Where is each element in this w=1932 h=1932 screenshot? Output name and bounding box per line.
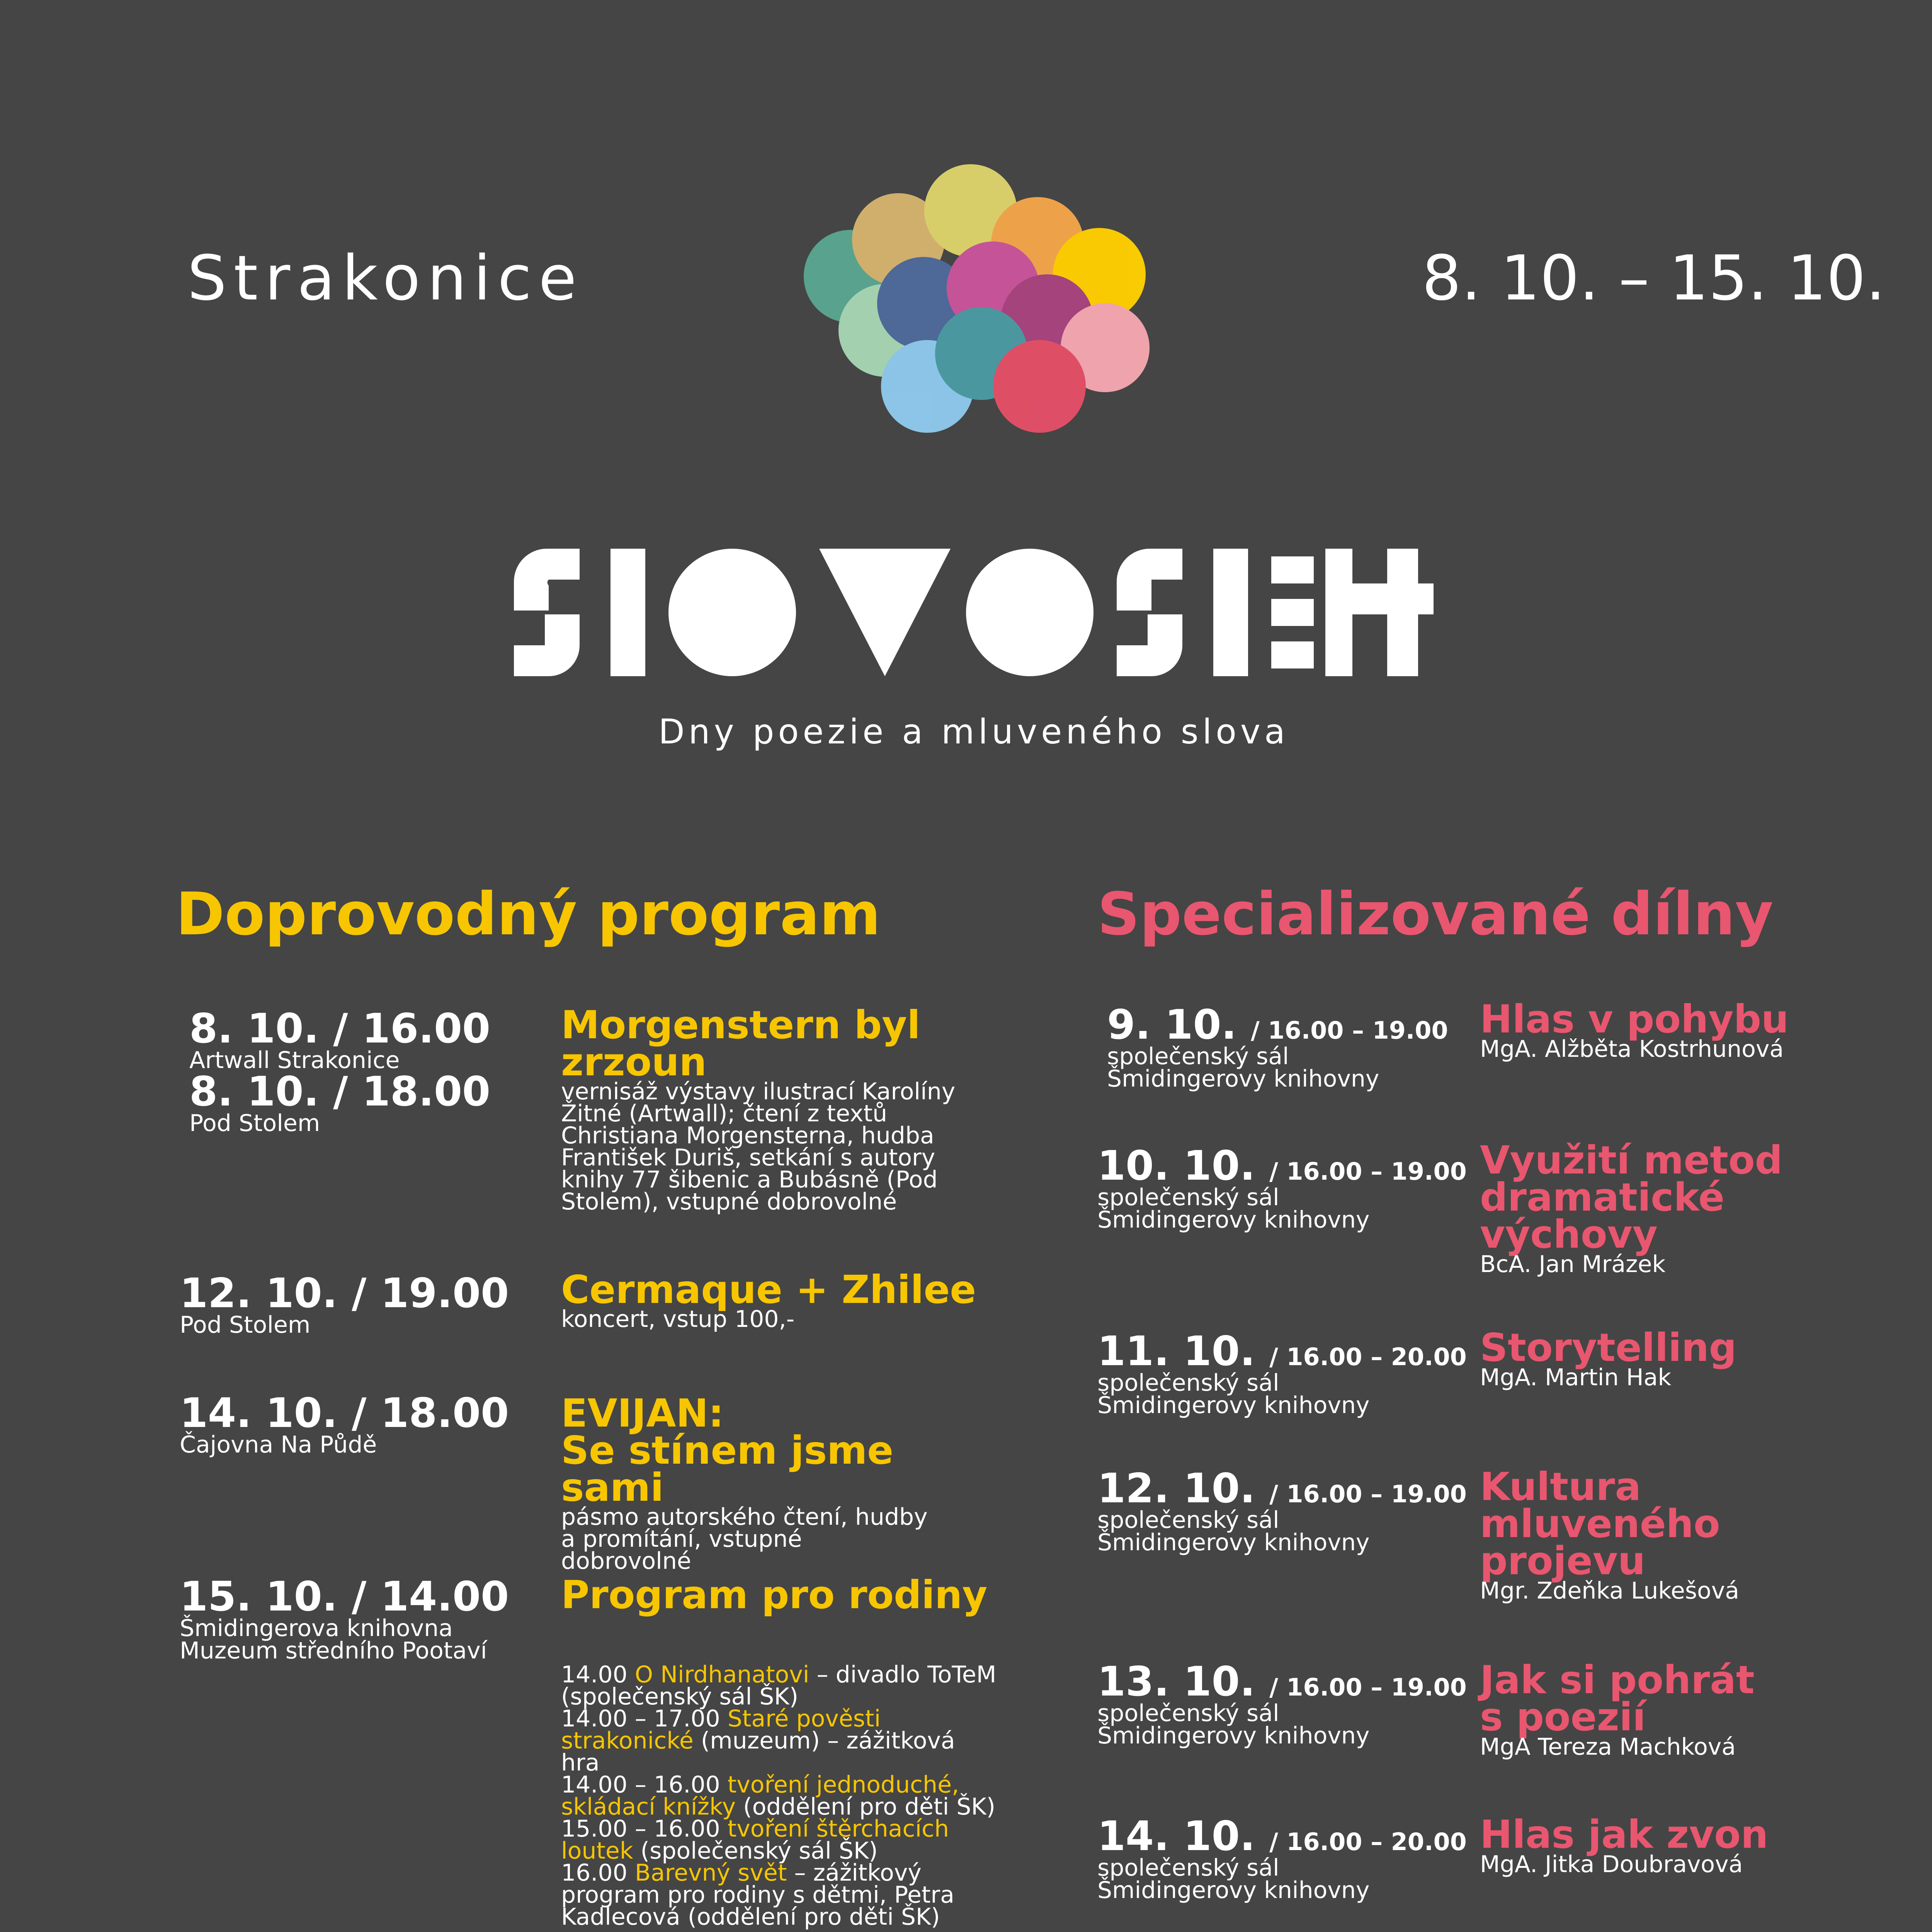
event-description: koncert, vstup 100,- — [561, 1306, 795, 1333]
workshop-title: Kultura mluveného projevu — [1480, 1464, 1720, 1583]
workshop-4-info — [1480, 1464, 1924, 1604]
event-title: EVIJAN: Se stínem jsme sami — [561, 1391, 894, 1510]
workshop-date: 11. 10. / 16.00 – 20.00 — [1097, 1328, 1467, 1375]
list-item: 14.00 – 16.00 tvoření jednoduché, skládací knížky (oddělení pro děti ŠK) — [561, 1771, 996, 1820]
workshop-date: 10. 10. / 16.00 – 19.00 — [1097, 1142, 1467, 1189]
event-2-info — [561, 1267, 998, 1333]
event-4-info — [561, 1572, 998, 1930]
workshop-lector: MgA. Martin Hak — [1480, 1364, 1672, 1391]
workshop-lector: MgA Tereza Machková — [1480, 1733, 1736, 1760]
workshop-title: Hlas jak zvon — [1480, 1812, 1769, 1857]
workshop-title: Jak si pohrát s poezií — [1480, 1657, 1755, 1740]
workshop-lector: MgA. Jitka Doubravová — [1480, 1851, 1743, 1878]
workshop-4-schedule: 12. 10. / 16.00 – 19.00 společenský sál Šmidingerovy knihovny — [1097, 1465, 1467, 1556]
event-1-info — [561, 1002, 998, 1215]
event-description: pásmo autorského čtení, hudby a promítání, vstupné dobrovolné — [561, 1503, 928, 1575]
logo-dots-icon — [784, 158, 1171, 452]
tagline: Dny poezie a mluveného slova — [658, 712, 1289, 752]
workshop-date: 14. 10. / 16.00 – 20.00 — [1097, 1813, 1467, 1860]
event-date: 14. 10. / 18.00 — [180, 1389, 509, 1437]
event-1-schedule — [189, 1005, 491, 1137]
workshop-1-info — [1480, 997, 1924, 1063]
workshop-5-schedule: 13. 10. / 16.00 – 19.00 společenský sál Šmidingerovy knihovny — [1097, 1658, 1467, 1749]
workshop-2-info — [1480, 1138, 1924, 1278]
event-2-schedule — [180, 1270, 509, 1338]
section-heading-workshops: Specializované dílny — [1097, 880, 1774, 948]
event-date: 15. 10. / 14.00 — [180, 1573, 509, 1620]
list-item: 14.00 – 17.00 Staré pověsti strakonické (muzeum) – zážitková hra — [561, 1705, 955, 1776]
event-venue: Čajovna Na Půdě — [180, 1431, 377, 1458]
workshop-title: Storytelling — [1480, 1325, 1737, 1370]
family-program-list — [561, 1661, 998, 1930]
list-item: 16.00 Barevný svět – zážitkový program pro rodiny s dětmi, Petra Kadlecová (oddělení pro děti ŠK) — [561, 1859, 954, 1930]
event-date: 8. 10. / 18.00 — [189, 1068, 491, 1115]
workshop-5-info — [1480, 1657, 1924, 1760]
event-venue: Šmidingerova knihovna — [180, 1615, 453, 1642]
event-4-schedule — [180, 1573, 509, 1664]
workshop-2-schedule: 10. 10. / 16.00 – 19.00 společenský sál Šmidingerovy knihovny — [1097, 1142, 1467, 1233]
workshop-3-schedule: 11. 10. / 16.00 – 20.00 společenský sál Šmidingerovy knihovny — [1097, 1328, 1467, 1419]
event-title: Program pro rodiny — [561, 1572, 988, 1617]
event-3-info — [561, 1391, 998, 1575]
festival-date-range: 8. 10. – 15. 10. — [1422, 242, 1886, 314]
list-item: 14.00 O Nirdhanatovi – divadlo ToTeM (společenský sál ŠK) — [561, 1661, 997, 1710]
event-title: Cermaque + Zhilee — [561, 1267, 976, 1312]
city-label: Strakonice — [187, 242, 584, 314]
workshop-lector: BcA. Jan Mrázek — [1480, 1251, 1666, 1278]
workshop-lector: MgA. Alžběta Kostrhunová — [1480, 1036, 1784, 1063]
workshop-3-info — [1480, 1325, 1924, 1391]
workshop-title: Hlas v pohybu — [1480, 997, 1789, 1042]
slovoslet-wordmark — [514, 549, 1434, 676]
workshop-date: 9. 10. / 16.00 – 19.00 — [1107, 1001, 1448, 1048]
workshop-date: 12. 10. / 16.00 – 19.00 — [1097, 1465, 1467, 1512]
event-venue: Artwall Strakonice — [189, 1047, 400, 1074]
workshop-lector: Mgr. Zdeňka Lukešová — [1480, 1577, 1739, 1604]
workshop-date: 13. 10. / 16.00 – 19.00 — [1097, 1658, 1467, 1705]
section-heading-accompanying: Doprovodný program — [176, 880, 881, 948]
event-date: 12. 10. / 19.00 — [180, 1270, 509, 1317]
event-venue: Muzeum středního Pootaví — [180, 1637, 487, 1664]
workshop-6-schedule: 14. 10. / 16.00 – 20.00 společenský sál Šmidingerovy knihovny — [1097, 1813, 1467, 1904]
workshop-title: Využití metod dramatické výchovy — [1480, 1138, 1783, 1257]
event-title: Morgenstern byl zrzoun — [561, 1002, 920, 1085]
workshop-1-schedule: 9. 10. / 16.00 – 19.00 společenský sál Šmidingerovy knihovny — [1107, 1001, 1448, 1092]
workshop-6-info — [1480, 1812, 1924, 1878]
event-venue: Pod Stolem — [180, 1311, 311, 1338]
list-item: 15.00 – 16.00 tvoření štěrchacích loutek (společenský sál ŠK) — [561, 1815, 949, 1864]
event-3-schedule — [180, 1389, 509, 1458]
event-venue: Pod Stolem — [189, 1110, 320, 1137]
event-description: vernisáž výstavy ilustrací Karolíny Žitné (Artwall); čtení z textů Christiana Morgensterna, hudba František Duriš, setkání s autory knihy 77 šibenic a Bubásně (Pod Stolem), vstupné dobrovolné — [561, 1078, 956, 1215]
event-date: 8. 10. / 16.00 — [189, 1005, 491, 1052]
